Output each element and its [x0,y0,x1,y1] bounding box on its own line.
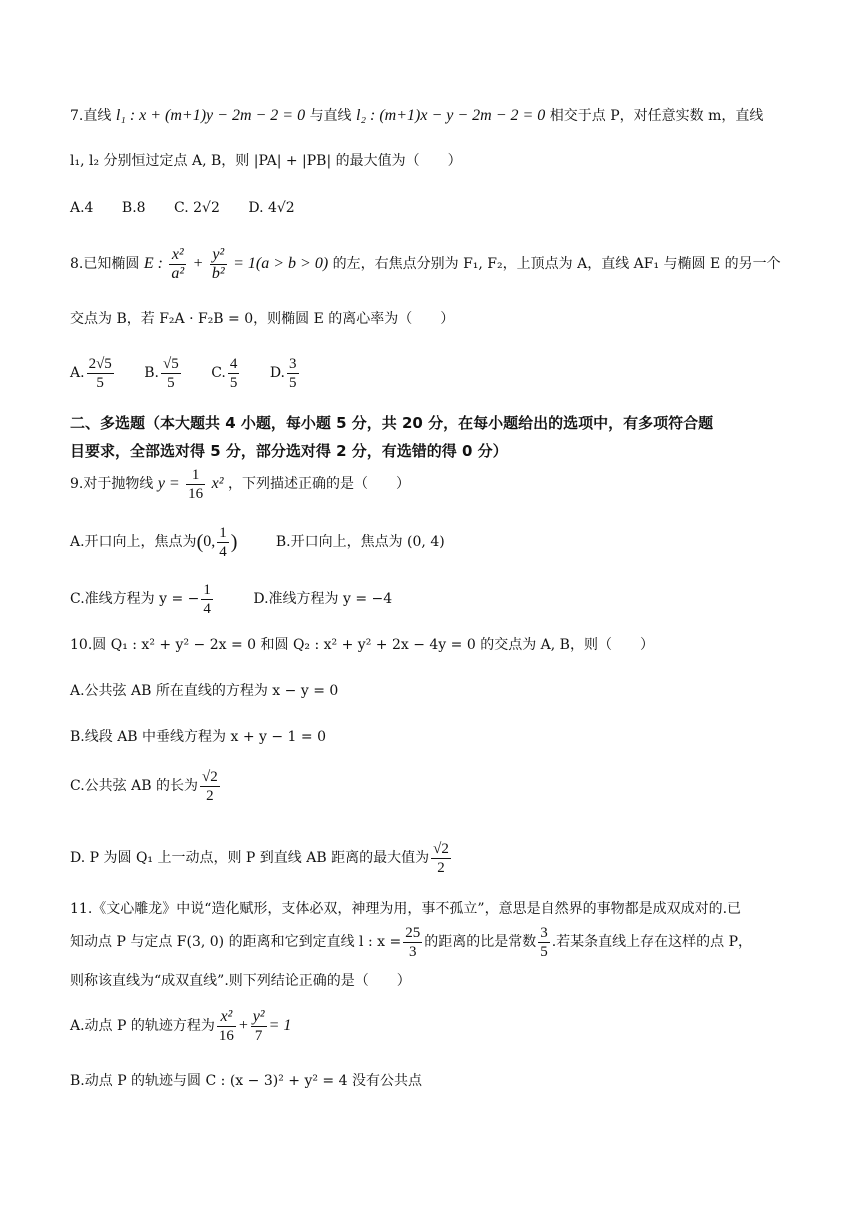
q7-suffix: 相交于点 P，对任意实数 m，直线 [549,108,764,124]
q9-suffix: ，下列描述正确的是（ ） [227,476,410,492]
q7-option-c: C. 2√2 [174,200,220,216]
q11-option-b: B.动点 P 的轨迹与圆 C : (x − 3)² + y² = 4 没有公共点 [70,1073,422,1089]
q11-option-a: A.动点 P 的轨迹方程为 $\frac{\text{x²}}{16}$ + $\frac{\text{y²}}{7}$ = 1 [70,1007,292,1044]
q7-prefix: 7.直线 [70,108,112,124]
q9-option-a: A.开口向上，焦点为(0, $\frac{1}{4}$ ) [70,524,238,560]
q7-mid: 与直线 [309,108,352,124]
q10-stem: 10.圆 Q₁ : x² + y² − 2x = 0 和圆 Q₂ : x² + y² + 2x − 4y = 0 的交点为 A, B，则（ ） [70,637,654,653]
q10-option-c: C.公共弦 AB 的长为 $\frac{√2}{2}$ [70,768,218,804]
q9-prefix: 9.对于抛物线 [70,476,154,492]
q8-ellipse-tail: = 1(a > b > 0) [233,255,329,272]
q8-suffix: 的左，右焦点分别为 F₁, F₂，上顶点为 A，直线 AF₁ 与椭圆 E 的另一个 [332,256,781,272]
section2-heading-line2: 目要求，全部选对得 5 分，部分选对得 2 分，有选错的得 0 分） [70,442,508,460]
q7-option-b: B.8 [121,200,146,216]
q8-stem-line1: 8.已知椭圆 E : $\frac{\text{x²}}{\text{a²}}$ + $\frac{\text{y²}}{\text{b²}}$ = 1(a > b > 0) 的左，右焦点分别为 F₁, F₂，上顶点为 A，直线 AF₁ 与椭圆 E 的另一个 [70,245,781,282]
q10-option-d: D. P 为圆 Q₁ 上一动点，则 P 到直线 AB 距离的最大值为 $\frac{√2}{2}$ [70,840,449,876]
q8-frac-x: $\frac{\text{x²}}{\text{a²}}$ [171,245,185,282]
q11-stem-line1: 11.《文心雕龙》中说“造化赋形，支体必双，神理为用，事不孤立”，意思是自然界的事物都是成双成对的.已 [70,901,742,917]
q7-option-d: D. 4√2 [248,200,295,216]
q8-stem-line2: 交点为 B，若 F₂A · F₂B = 0，则椭圆 E 的离心率为（ ） [70,311,455,327]
q8-option-a: A. $\frac{2√5}{5}$ [70,355,112,391]
q11-stem-line2: 知动点 P 与定点 F(3, 0) 的距离和它到定直线 l : x = $\frac{25}{3}$ 的距离的比是常数 $\frac{3}{5}$ .若某条直线上存在这样的点 P， [70,924,753,960]
section2-heading-line1: 二、多选题（本大题共 4 小题，每小题 5 分，共 20 分，在每小题给出的选项中，有多项符合题 [70,414,714,432]
q8-options [70,353,325,393]
q7-option-a: A.4 [70,200,94,216]
q7-l1-equation: l₁ : x + (m+1)y − 2m − 2 = 0 [115,107,306,124]
q8-prefix: 8.已知椭圆 [70,256,140,272]
q9-option-c: C.准线方程为 y = − $\frac{1}{4}$ [70,581,211,617]
q9-option-b: B.开口向上，焦点为 (0, 4) [275,534,445,550]
q7-l2-equation: l₂ : (m+1)x − y − 2m − 2 = 0 [356,107,546,124]
q7-stem-line1 [70,105,763,127]
q7-stem-line2: l₁, l₂ 分别恒过定点 A, B，则 |PA| + |PB| 的最大值为（ ） [70,153,462,169]
q9-options-ab [70,521,445,563]
q10-option-a: A.公共弦 AB 所在直线的方程为 x − y = 0 [70,683,339,699]
q8-option-c: C. $\frac{4}{5}$ [211,355,238,391]
q10-option-b: B.线段 AB 中垂线方程为 x + y − 1 = 0 [70,729,326,745]
q9-frac: $\frac{1}{16}$ [188,466,204,502]
q7-options [70,197,319,219]
q11-stem-line3: 则称该直线为“成双直线”.则下列结论正确的是（ ） [70,973,411,989]
q9-options-cd [70,578,392,620]
q9-option-d: D.准线方程为 y = −4 [253,591,393,607]
q8-option-b: B. $\frac{√5}{5}$ [144,355,179,391]
q8-option-d: D. $\frac{3}{5}$ [269,355,297,391]
q9-stem: 9.对于抛物线 y = $\frac{1}{16}$ x² ，下列描述正确的是（ ） [70,466,410,502]
q8-frac-y: $\frac{\text{y²}}{\text{b²}}$ [211,245,225,282]
